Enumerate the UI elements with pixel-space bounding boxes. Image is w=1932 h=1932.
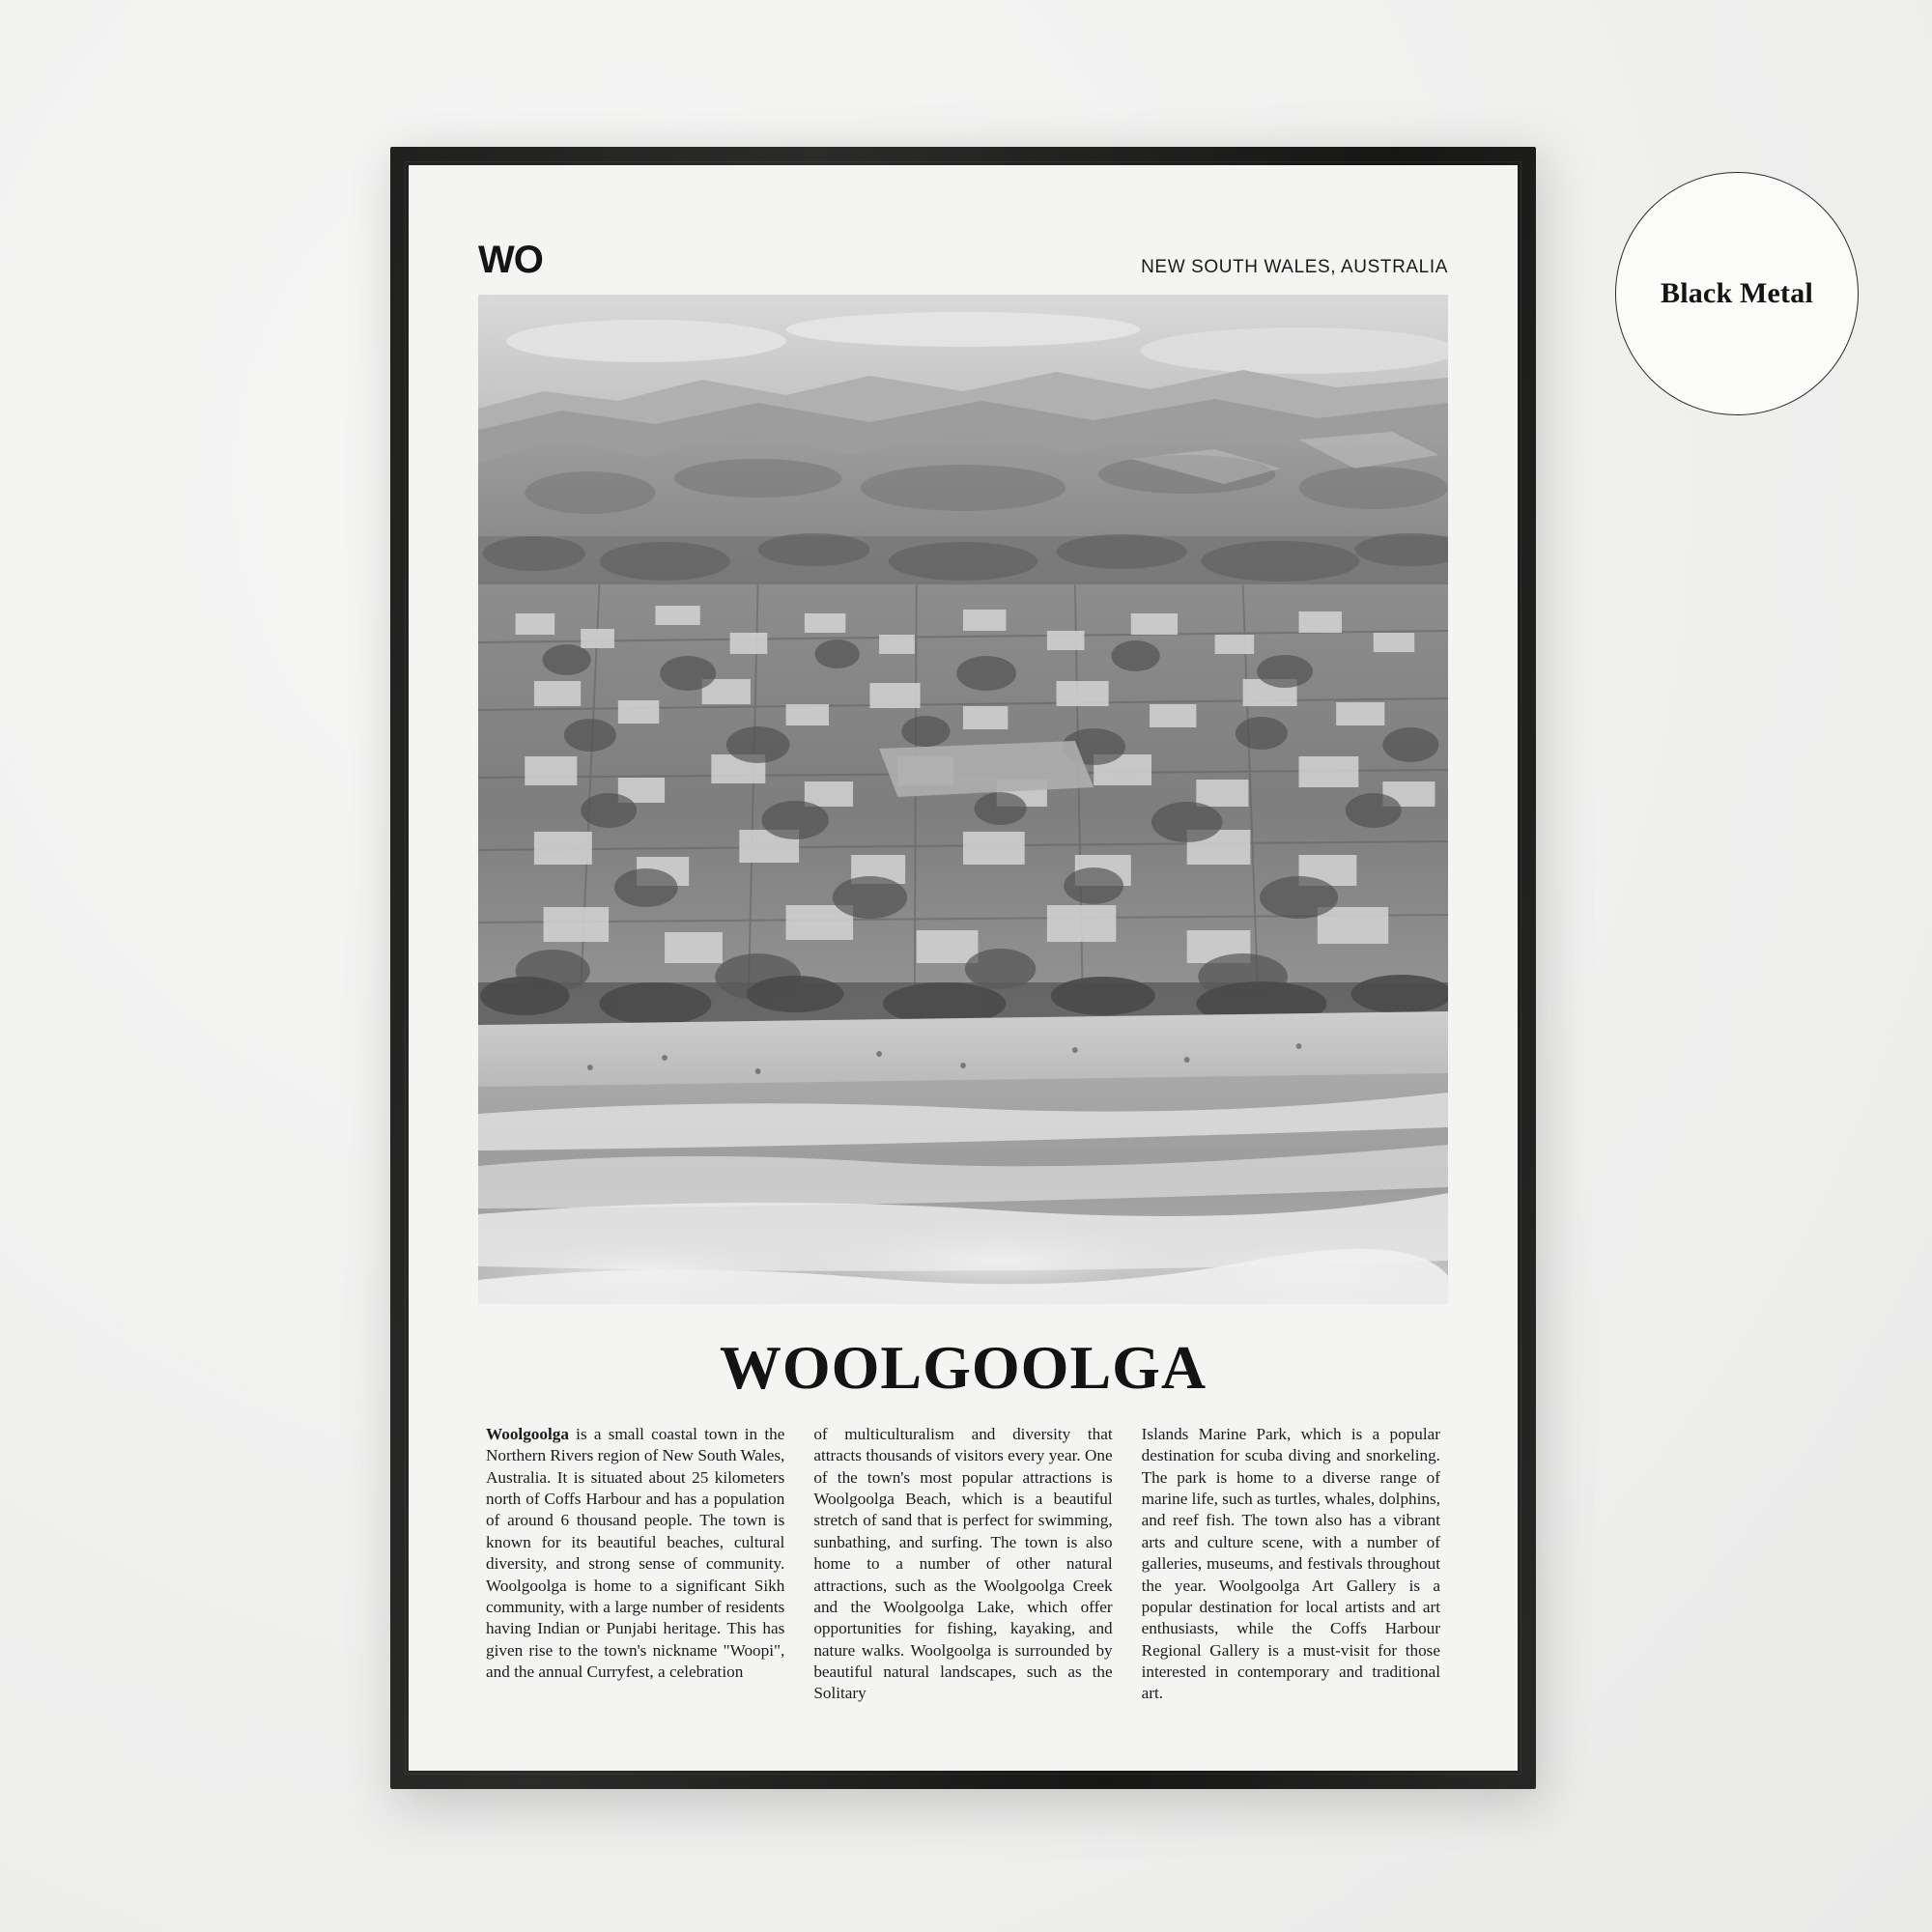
poster-body-columns: [478, 1424, 1448, 1705]
poster-region-label: NEW SOUTH WALES, AUSTRALIA: [1141, 257, 1448, 277]
body-lead-word: Woolgoolga: [486, 1425, 569, 1443]
frame-option-label: Black Metal: [1660, 277, 1813, 309]
body-column-1: [486, 1424, 784, 1705]
body-column-2: [813, 1424, 1112, 1705]
poster-header: [478, 241, 1448, 279]
poster: [409, 165, 1518, 1771]
poster-photograph: [478, 295, 1448, 1304]
aerial-photo-illustration: [478, 295, 1448, 1304]
body-text-3: Islands Marine Park, which is a popular destination for scuba diving and snorkeling. The park is home to a diverse range of marine life, such as turtles, whales, dolphins, and reef fish. The town also has a vibrant arts and culture scene, with a number of galleries, museums, and festivals throughout the year. Woolgoolga Art Gallery is a popular destination for local artists and art enthusiasts, while the Coffs Harbour Regional Gallery is a must-visit for those interested in contemporary and traditional art.: [1141, 1425, 1440, 1703]
body-text-1: is a small coastal town in the Northern Rivers region of New South Wales, Australia. It is situated about 25 kilometers north of Coffs Harbour and has a population of around 6 thousand people. The town is known for its beautiful beaches, cultural diversity, and strong sense of community. Woolgoolga is home to a significant Sikh community, with a large number of residents having Indian or Punjabi heritage. This has given rise to the town's nickname "Woopi", and the annual Curryfest, a celebration: [486, 1425, 785, 1681]
picture-frame[interactable]: [390, 147, 1536, 1789]
page-title: WOOLGOOLGA: [719, 1333, 1208, 1402]
frame-option-badge[interactable]: [1615, 172, 1859, 415]
poster-monogram: WO: [478, 239, 543, 281]
body-text-2: of multiculturalism and diversity that attracts thousands of visitors every year. One of the town's most popular attractions is Woolgoolga Beach, which is a beautiful stretch of sand that is perfect for swimming, sunbathing, and surfing. The town is also home to a number of other natural attractions, such as the Woolgoolga Creek and the Woolgoolga Lake, which offer opportunities for fishing, kayaking, and nature walks. Woolgoolga is surrounded by beautiful natural landscapes, such as the Solitary: [813, 1425, 1113, 1703]
body-column-3: [1142, 1424, 1440, 1705]
